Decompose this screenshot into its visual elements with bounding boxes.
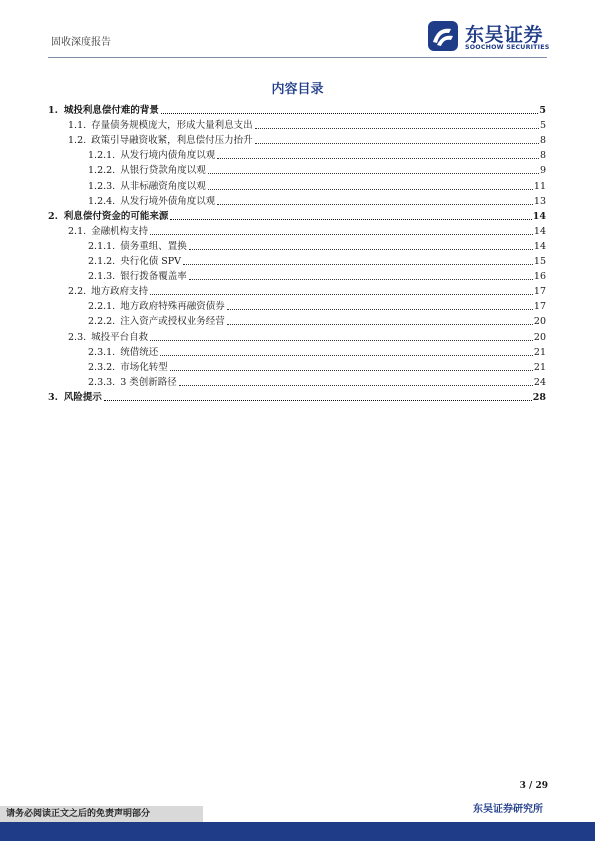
- toc-entry-page: 15: [533, 256, 546, 267]
- soochow-logo-icon: [427, 20, 459, 52]
- toc-entry-title: 市场化转型: [120, 361, 168, 373]
- toc-entry-number: 2.2.2.: [88, 316, 116, 328]
- toc-leader-dots: [170, 218, 531, 220]
- header-divider: [48, 57, 547, 58]
- toc-entry[interactable]: [48, 117, 546, 131]
- toc-entry-title: 3 类创新路径: [120, 376, 177, 388]
- toc-title: 内容目录: [271, 82, 324, 97]
- toc-entry-number: 1.2.4.: [88, 195, 116, 207]
- toc-entry[interactable]: [48, 389, 546, 403]
- disclaimer-note: 请务必阅读正文之后的免责声明部分: [0, 806, 203, 822]
- toc-entry-page: 28: [532, 391, 546, 403]
- toc-entry-title: 债务重组、置换: [120, 240, 187, 252]
- toc-entry-title: 利息偿付资金的可能来源: [63, 210, 169, 222]
- toc-entry-page: 14: [533, 240, 546, 252]
- logo-english-name: SOOCHOW SECURITIES: [465, 44, 550, 51]
- toc-leader-dots: [150, 233, 533, 235]
- toc-leader-dots: [255, 127, 539, 129]
- toc-entry-number: 2.1.3.: [88, 271, 116, 283]
- toc-entry-page: 8: [539, 135, 546, 147]
- toc-entry-page: 5: [539, 120, 546, 132]
- toc-entry[interactable]: [48, 253, 546, 267]
- toc-entry-title: 政策引导融资收紧，利息偿付压力抬升: [91, 135, 253, 147]
- toc-entry-number: 1.: [48, 105, 58, 116]
- toc-entry-page: 21: [533, 346, 546, 358]
- toc-entry-number: 2.2.: [68, 286, 87, 298]
- toc-leader-dots: [161, 112, 538, 114]
- toc-entry-number: 2.1.2.: [88, 256, 116, 267]
- toc-entry[interactable]: [48, 238, 546, 252]
- toc-leader-dots: [170, 369, 533, 371]
- toc-leader-dots: [150, 293, 533, 295]
- toc-leader-dots: [217, 203, 533, 205]
- toc-entry-title: 地方政府特殊再融资债券: [120, 301, 225, 313]
- page-number: 3 / 29: [519, 781, 548, 791]
- company-logo: [427, 20, 557, 54]
- toc-entry-number: 2.3.1.: [88, 346, 116, 358]
- toc-entry-title: 金融机构支持: [91, 225, 149, 237]
- toc-entry-title: 从银行贷款角度以观: [120, 165, 206, 177]
- toc-entry[interactable]: [48, 178, 546, 192]
- footer-bar: [0, 822, 595, 841]
- toc-leader-dots: [104, 399, 532, 401]
- toc-leader-dots: [150, 339, 533, 341]
- toc-entry-page: 13: [533, 195, 546, 207]
- toc-entry[interactable]: [48, 374, 546, 388]
- toc-entry-number: 2.: [48, 210, 58, 222]
- toc-leader-dots: [189, 278, 533, 280]
- toc-entry[interactable]: [48, 329, 546, 343]
- toc-entry-title: 统借统还: [120, 346, 159, 358]
- toc-entry-page: 17: [533, 301, 546, 313]
- footer-company-name: 东吴证券研究所: [473, 804, 543, 815]
- toc-entry-title: 银行拨备覆盖率: [120, 271, 187, 283]
- toc-leader-dots: [217, 157, 539, 159]
- toc-entry-page: 5: [539, 105, 546, 116]
- toc-entry-page: 14: [533, 225, 546, 237]
- toc-entry[interactable]: [48, 132, 546, 146]
- toc-entry-number: 2.1.: [68, 225, 87, 237]
- toc-entry-title: 从发行境外债角度以观: [120, 195, 216, 207]
- toc-entry-number: 1.2.: [68, 135, 87, 147]
- toc-entry[interactable]: [48, 223, 546, 237]
- toc-entry-number: 1.2.1.: [88, 150, 116, 162]
- toc-entry-number: 2.2.1.: [88, 301, 116, 313]
- toc-entry-page: 8: [539, 150, 546, 162]
- logo-chinese-name: 东吴证券: [465, 24, 544, 46]
- toc-leader-dots: [189, 248, 533, 250]
- toc-entry-title: 城投平台自救: [91, 331, 149, 343]
- toc-leader-dots: [208, 172, 539, 174]
- toc-entry-number: 1.1.: [68, 120, 87, 132]
- toc-entry[interactable]: [48, 298, 546, 312]
- toc-entry[interactable]: [48, 208, 546, 222]
- toc-entry[interactable]: [48, 162, 546, 176]
- toc-leader-dots: [255, 142, 539, 144]
- report-type-label: 固收深度报告: [51, 37, 111, 48]
- toc-entry-title: 从非标融资角度以观: [120, 180, 206, 192]
- toc-leader-dots: [179, 384, 533, 386]
- toc-entry-number: 2.3.: [68, 331, 87, 343]
- toc-entry[interactable]: [48, 359, 546, 373]
- toc-entry-title: 地方政府支持: [91, 286, 149, 298]
- toc-entry[interactable]: [48, 268, 546, 282]
- toc-entry[interactable]: [48, 283, 546, 297]
- toc-entry-page: 24: [533, 376, 546, 388]
- toc-entry[interactable]: [48, 102, 546, 116]
- toc-entry-number: 3.: [48, 391, 58, 403]
- toc-leader-dots: [227, 323, 533, 325]
- toc-leader-dots: [208, 188, 533, 190]
- toc-entry-number: 1.2.2.: [88, 165, 116, 177]
- toc-entry-number: 2.1.1.: [88, 240, 116, 252]
- toc-leader-dots: [160, 354, 533, 356]
- toc-entry-title: 从发行境内债角度以观: [120, 150, 216, 162]
- toc-entry-page: 20: [533, 331, 546, 343]
- toc-entry-title: 存量债务规模庞大，形成大量利息支出: [91, 120, 253, 132]
- toc-entry-title: 城投利息偿付难的背景: [63, 105, 159, 116]
- toc-entry-page: 9: [539, 165, 546, 177]
- toc-entry[interactable]: [48, 313, 546, 327]
- toc-leader-dots: [183, 263, 533, 265]
- toc-entry-page: 11: [533, 180, 546, 192]
- toc-entry-number: 2.3.3.: [88, 376, 116, 388]
- toc-entry[interactable]: [48, 147, 546, 161]
- toc-entry-page: 14: [532, 210, 546, 222]
- toc-entry-page: 16: [533, 271, 546, 283]
- toc-entry-number: 1.2.3.: [88, 180, 116, 192]
- toc-entry-number: 2.3.2.: [88, 361, 116, 373]
- toc-entry-page: 20: [533, 316, 546, 328]
- toc-entry-page: 21: [533, 361, 546, 373]
- toc-entry[interactable]: [48, 344, 546, 358]
- toc-entry-page: 17: [533, 286, 546, 298]
- toc-leader-dots: [227, 308, 533, 310]
- toc-entry[interactable]: [48, 193, 546, 207]
- toc-entry-title: 风险提示: [63, 391, 102, 403]
- toc-entry-title: 央行化债 SPV: [120, 256, 181, 267]
- toc-entry-title: 注入资产或授权业务经营: [120, 316, 225, 328]
